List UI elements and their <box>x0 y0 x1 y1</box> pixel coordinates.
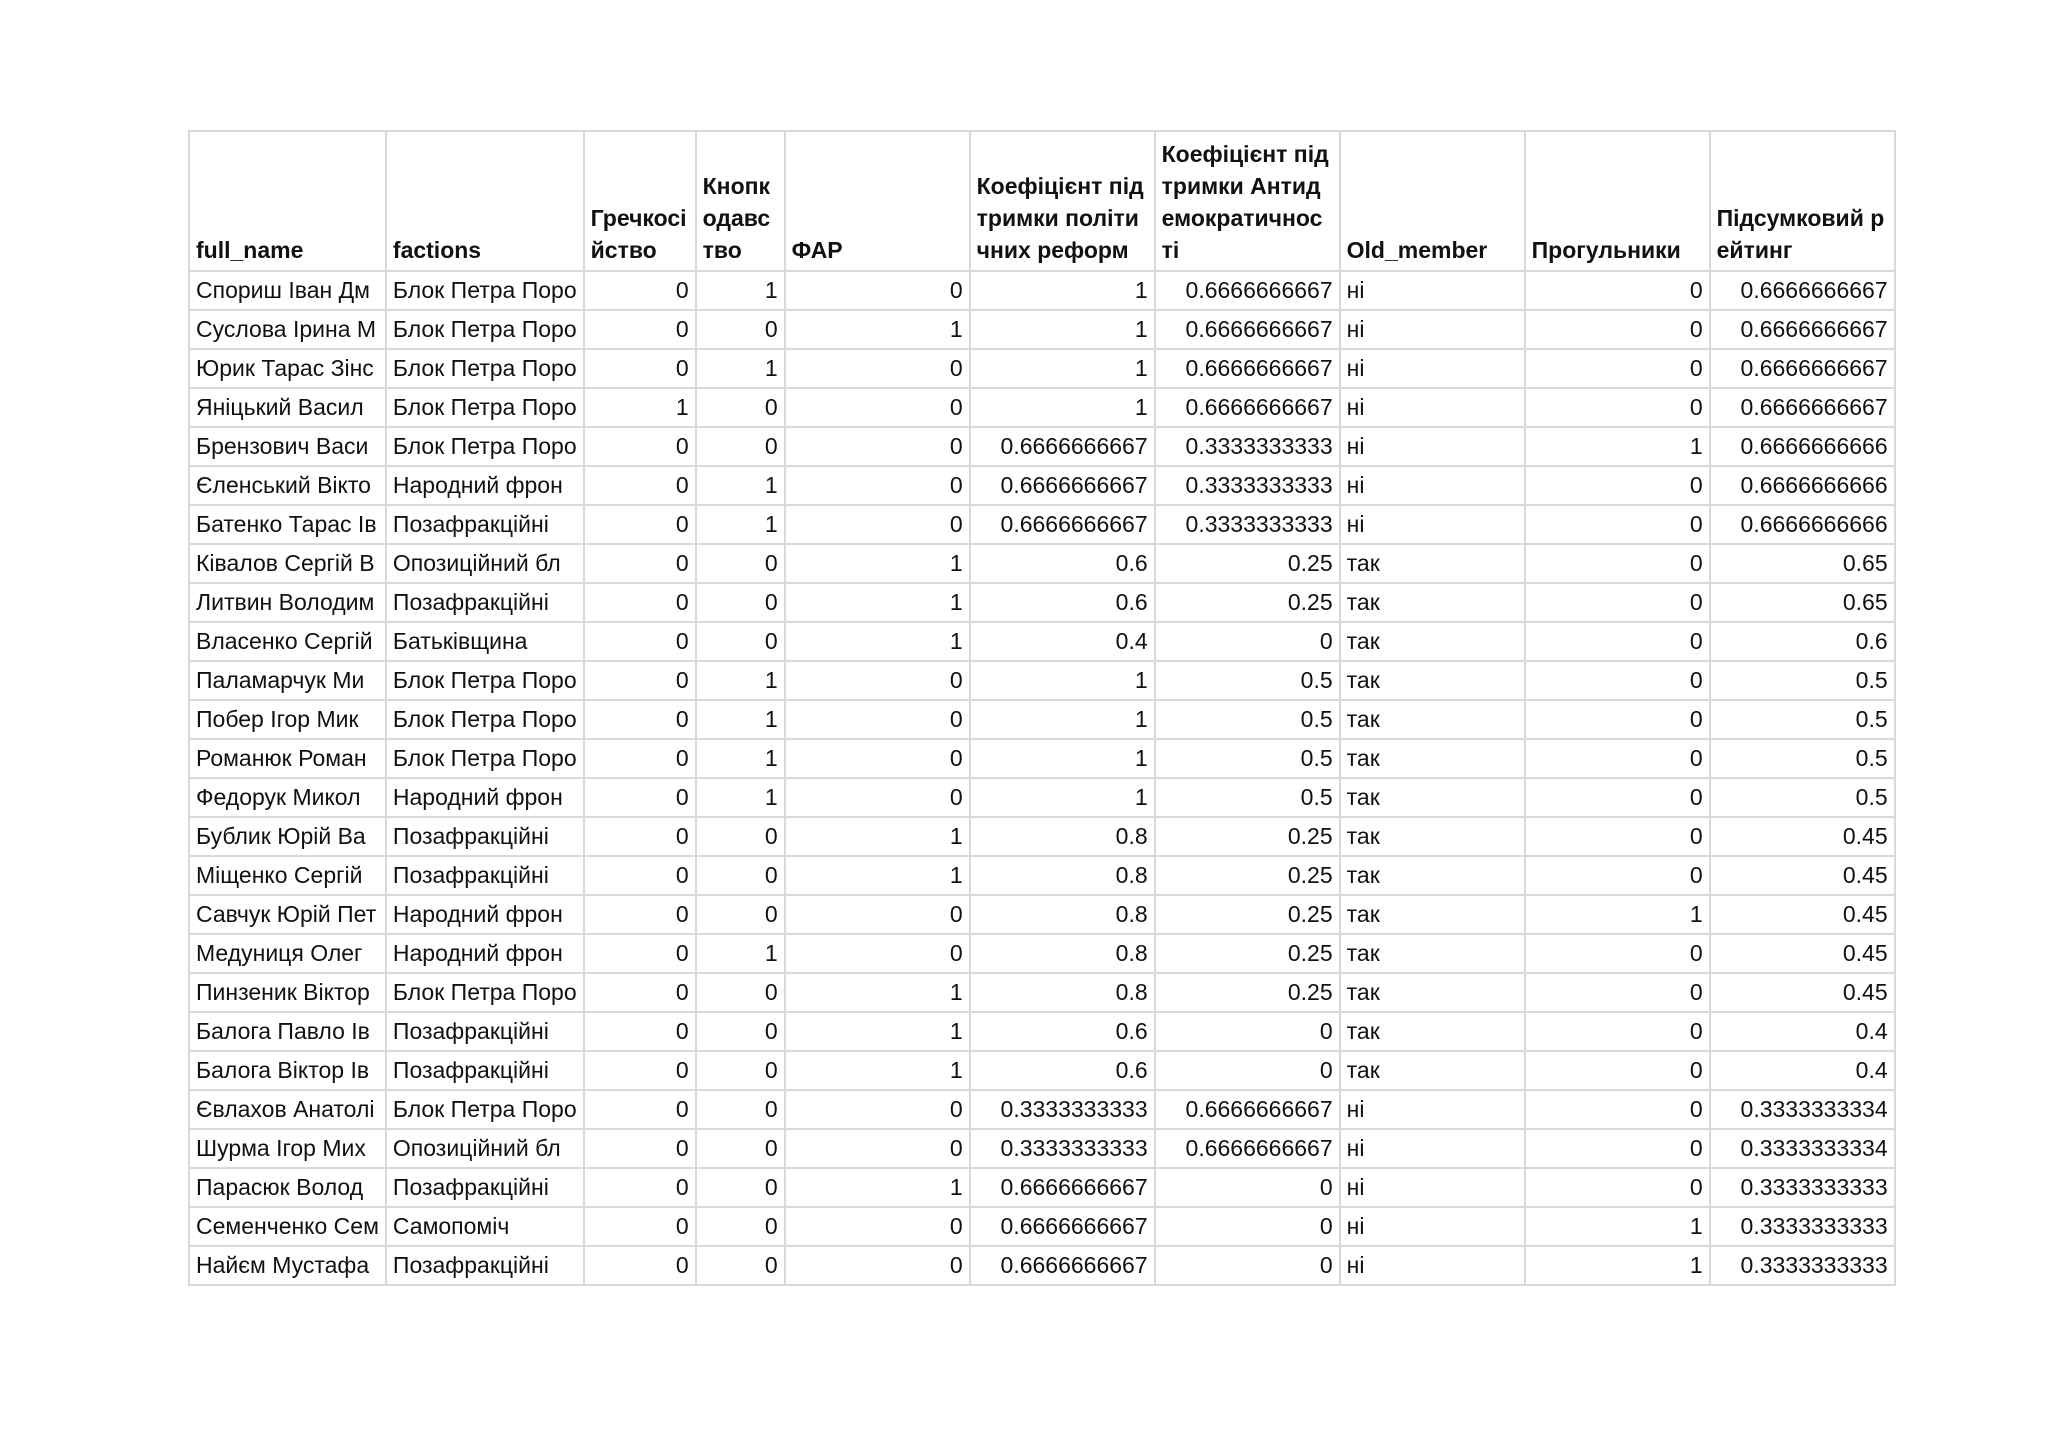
table-cell[interactable]: Опозиційний бл <box>386 544 584 583</box>
table-row <box>189 856 1895 895</box>
table-cell[interactable]: ні <box>1340 1246 1525 1285</box>
table-cell[interactable]: 0 <box>1155 1012 1340 1051</box>
table-cell[interactable]: ні <box>1340 349 1525 388</box>
table-cell[interactable]: 0 <box>785 505 970 544</box>
table-cell[interactable]: 0.5 <box>1710 661 1895 700</box>
table-row <box>189 778 1895 817</box>
table-cell[interactable]: 1 <box>696 466 785 505</box>
table-cell[interactable]: 0.5 <box>1710 700 1895 739</box>
table-cell[interactable]: 0.5 <box>1710 739 1895 778</box>
table-row <box>189 739 1895 778</box>
table-cell[interactable]: 0.6 <box>970 583 1155 622</box>
table-cell[interactable]: 1 <box>970 700 1155 739</box>
table-cell[interactable]: 0 <box>785 934 970 973</box>
table-cell[interactable]: 0 <box>785 466 970 505</box>
table-cell[interactable]: 1 <box>970 271 1155 310</box>
table-cell[interactable]: 0.6666666666 <box>1710 466 1895 505</box>
table-row <box>189 817 1895 856</box>
table-cell[interactable]: так <box>1340 856 1525 895</box>
table-cell[interactable]: так <box>1340 622 1525 661</box>
table-cell[interactable]: Ківалов Сергій В <box>189 544 386 583</box>
table-cell[interactable]: 0 <box>696 1168 785 1207</box>
table-cell[interactable]: 0 <box>584 1207 696 1246</box>
table-cell[interactable]: 1 <box>696 349 785 388</box>
table-row <box>189 310 1895 349</box>
table-row <box>189 427 1895 466</box>
table-cell[interactable]: 1 <box>785 973 970 1012</box>
table-cell[interactable]: Батьківщина <box>386 622 584 661</box>
table-row <box>189 895 1895 934</box>
table-cell[interactable]: 0 <box>696 310 785 349</box>
table-cell[interactable]: 1 <box>785 1168 970 1207</box>
table-cell[interactable]: 0 <box>696 1051 785 1090</box>
table-cell[interactable]: 0.6666666667 <box>970 1207 1155 1246</box>
table-cell[interactable]: Федорук Микол <box>189 778 386 817</box>
table-cell[interactable]: так <box>1340 544 1525 583</box>
table-cell[interactable]: ні <box>1340 388 1525 427</box>
table-cell[interactable]: 0.6666666667 <box>970 427 1155 466</box>
table-cell[interactable]: Романюк Роман <box>189 739 386 778</box>
table-cell[interactable]: Позафракційні <box>386 856 584 895</box>
table-cell[interactable]: 1 <box>785 1051 970 1090</box>
table-cell[interactable]: 0.8 <box>970 856 1155 895</box>
column-header[interactable]: Old_member <box>1340 131 1525 271</box>
table-cell[interactable]: 0.3333333333 <box>970 1090 1155 1129</box>
table-cell[interactable]: так <box>1340 934 1525 973</box>
table-cell[interactable]: Самопоміч <box>386 1207 584 1246</box>
table-row <box>189 1207 1895 1246</box>
table-cell[interactable]: 0 <box>584 544 696 583</box>
table-cell[interactable]: Батенко Тарас Ів <box>189 505 386 544</box>
table-cell[interactable]: Позафракційні <box>386 1051 584 1090</box>
table-cell[interactable]: 0 <box>696 427 785 466</box>
column-header[interactable]: Гречкосійство <box>584 131 696 271</box>
table-cell[interactable]: 1 <box>696 505 785 544</box>
table-cell[interactable]: 0 <box>1525 778 1710 817</box>
table-cell[interactable]: 0.45 <box>1710 895 1895 934</box>
table-cell[interactable]: 0 <box>1525 1090 1710 1129</box>
table-cell[interactable]: 0.25 <box>1155 583 1340 622</box>
header-row <box>189 131 1895 271</box>
table-row <box>189 661 1895 700</box>
table-cell[interactable]: 0 <box>1525 856 1710 895</box>
table-cell[interactable]: Народний фрон <box>386 466 584 505</box>
table-row <box>189 466 1895 505</box>
column-header[interactable]: Коефіцієнт підтримки Антидемократичності <box>1155 131 1340 271</box>
table-cell[interactable]: Балога Павло Ів <box>189 1012 386 1051</box>
table-cell[interactable]: так <box>1340 817 1525 856</box>
table-cell[interactable]: Блок Петра Поро <box>386 1090 584 1129</box>
table-cell[interactable]: 0 <box>696 1090 785 1129</box>
table-row <box>189 349 1895 388</box>
table-row <box>189 1051 1895 1090</box>
table-cell[interactable]: 0.25 <box>1155 973 1340 1012</box>
table-cell[interactable]: 0.3333333333 <box>1710 1246 1895 1285</box>
table-row <box>189 271 1895 310</box>
table-cell[interactable]: 1 <box>1525 1207 1710 1246</box>
table-cell[interactable]: 0 <box>696 544 785 583</box>
table-cell[interactable]: 0.6666666667 <box>1155 310 1340 349</box>
table-cell[interactable]: 0 <box>696 856 785 895</box>
table-cell[interactable]: Блок Петра Поро <box>386 661 584 700</box>
table-cell[interactable]: так <box>1340 739 1525 778</box>
table-cell[interactable]: 1 <box>970 739 1155 778</box>
table-cell[interactable]: 0 <box>584 466 696 505</box>
table-cell[interactable]: 0.25 <box>1155 817 1340 856</box>
table-cell[interactable]: 0.5 <box>1155 700 1340 739</box>
table-cell[interactable]: Медуниця Олег <box>189 934 386 973</box>
table-cell[interactable]: 0 <box>696 622 785 661</box>
table-cell[interactable]: 0 <box>584 349 696 388</box>
column-header[interactable]: Кнопкодавство <box>696 131 785 271</box>
table-cell[interactable]: ні <box>1340 1090 1525 1129</box>
table-cell[interactable]: 0 <box>696 1129 785 1168</box>
table-cell[interactable]: Блок Петра Поро <box>386 271 584 310</box>
table-row <box>189 700 1895 739</box>
table-cell[interactable]: 0 <box>1525 934 1710 973</box>
table-row <box>189 973 1895 1012</box>
table-cell[interactable]: 0.6666666667 <box>970 1168 1155 1207</box>
table-cell[interactable]: 0 <box>1525 310 1710 349</box>
table-cell[interactable]: 0 <box>584 895 696 934</box>
table-cell[interactable]: 1 <box>696 934 785 973</box>
table-cell[interactable]: 0 <box>1155 1051 1340 1090</box>
table-cell[interactable]: 0 <box>584 1051 696 1090</box>
table-cell[interactable]: 0.4 <box>970 622 1155 661</box>
table-cell[interactable]: ні <box>1340 1207 1525 1246</box>
table-cell[interactable]: ні <box>1340 271 1525 310</box>
table-cell[interactable]: 1 <box>785 856 970 895</box>
table-cell[interactable]: 1 <box>970 778 1155 817</box>
table-row <box>189 934 1895 973</box>
table-cell[interactable]: 1 <box>970 310 1155 349</box>
table-cell[interactable]: 0 <box>696 817 785 856</box>
table-row <box>189 544 1895 583</box>
table-cell[interactable]: 0.3333333333 <box>1155 466 1340 505</box>
column-header[interactable]: Прогульники <box>1525 131 1710 271</box>
table-cell[interactable]: ні <box>1340 310 1525 349</box>
table-cell[interactable]: Спориш Іван Дм <box>189 271 386 310</box>
table-row <box>189 1012 1895 1051</box>
table-cell[interactable]: Балога Віктор Ів <box>189 1051 386 1090</box>
table-cell[interactable]: Євлахов Анатолі <box>189 1090 386 1129</box>
table-cell[interactable]: 0.6666666667 <box>1710 349 1895 388</box>
table-cell[interactable]: 0.45 <box>1710 856 1895 895</box>
table-cell[interactable]: 0 <box>696 583 785 622</box>
table-cell[interactable]: 0.6666666667 <box>1155 1129 1340 1168</box>
table-cell[interactable]: 0 <box>1525 466 1710 505</box>
table-cell[interactable]: Позафракційні <box>386 505 584 544</box>
table-cell[interactable]: 1 <box>584 388 696 427</box>
table-cell[interactable]: 0 <box>584 739 696 778</box>
table-cell[interactable]: 0.25 <box>1155 544 1340 583</box>
table-cell[interactable]: 0.65 <box>1710 544 1895 583</box>
table-cell[interactable]: 0 <box>1525 271 1710 310</box>
table-cell[interactable]: 0.3333333333 <box>970 1129 1155 1168</box>
table-cell[interactable]: 0 <box>785 778 970 817</box>
table-cell[interactable]: Народний фрон <box>386 895 584 934</box>
table-cell[interactable]: 0.3333333334 <box>1710 1090 1895 1129</box>
table-cell[interactable]: 0.6666666667 <box>970 505 1155 544</box>
table-cell[interactable]: 0.8 <box>970 934 1155 973</box>
table-cell[interactable]: так <box>1340 895 1525 934</box>
table-cell[interactable]: Позафракційні <box>386 583 584 622</box>
table-cell[interactable]: 0 <box>1525 1051 1710 1090</box>
table-cell[interactable]: 0.6 <box>970 1051 1155 1090</box>
table-cell[interactable]: 0 <box>785 1090 970 1129</box>
table-cell[interactable]: 0 <box>1525 583 1710 622</box>
table-cell[interactable]: 0.3333333333 <box>1710 1168 1895 1207</box>
table-cell[interactable]: 0.6666666667 <box>1155 1090 1340 1129</box>
table-cell[interactable]: 0.25 <box>1155 934 1340 973</box>
table-cell[interactable]: Позафракційні <box>386 1246 584 1285</box>
table-cell[interactable]: так <box>1340 1012 1525 1051</box>
table-cell[interactable]: 0.6666666666 <box>1710 505 1895 544</box>
table-cell[interactable]: 0.3333333334 <box>1710 1129 1895 1168</box>
table-cell[interactable]: 0 <box>785 427 970 466</box>
table-cell[interactable]: 0.5 <box>1155 661 1340 700</box>
table-cell[interactable]: 0 <box>1525 739 1710 778</box>
table-cell[interactable]: 0 <box>584 271 696 310</box>
column-header[interactable]: ФАР <box>785 131 970 271</box>
table-row <box>189 583 1895 622</box>
table-cell[interactable]: 1 <box>785 1012 970 1051</box>
table-row <box>189 388 1895 427</box>
table-cell[interactable]: Пинзеник Віктор <box>189 973 386 1012</box>
table-cell[interactable]: ні <box>1340 427 1525 466</box>
table-cell[interactable]: 0 <box>584 700 696 739</box>
table-cell[interactable]: 0.6 <box>970 544 1155 583</box>
table-cell[interactable]: 0 <box>1525 661 1710 700</box>
table-cell[interactable]: 0 <box>584 427 696 466</box>
table-cell[interactable]: 0 <box>1525 973 1710 1012</box>
table-cell[interactable]: 1 <box>1525 895 1710 934</box>
table-cell[interactable]: 0.8 <box>970 895 1155 934</box>
table-cell[interactable]: 0 <box>584 1168 696 1207</box>
table-cell[interactable]: 0.45 <box>1710 817 1895 856</box>
table-cell[interactable]: Парасюк Волод <box>189 1168 386 1207</box>
table-cell[interactable]: так <box>1340 700 1525 739</box>
table-cell[interactable]: 0 <box>696 1207 785 1246</box>
table-row <box>189 505 1895 544</box>
table-cell[interactable]: ні <box>1340 1129 1525 1168</box>
table-cell[interactable]: 0 <box>1525 505 1710 544</box>
column-header[interactable]: factions <box>386 131 584 271</box>
table-cell[interactable]: 0 <box>1525 700 1710 739</box>
table-cell[interactable]: 0.4 <box>1710 1051 1895 1090</box>
table-cell[interactable]: 0.5 <box>1155 739 1340 778</box>
table-cell[interactable]: 0 <box>785 271 970 310</box>
table-cell[interactable]: 1 <box>696 739 785 778</box>
table-cell[interactable]: 0.45 <box>1710 973 1895 1012</box>
table-cell[interactable]: 0.4 <box>1710 1012 1895 1051</box>
column-header[interactable]: Коефіцієнт підтримки політичних реформ <box>970 131 1155 271</box>
column-header[interactable]: full_name <box>189 131 386 271</box>
table-cell[interactable]: 0 <box>584 661 696 700</box>
table-cell[interactable]: 0 <box>1525 1012 1710 1051</box>
table-cell[interactable]: 1 <box>970 388 1155 427</box>
table-cell[interactable]: 0.6666666667 <box>1710 271 1895 310</box>
table-cell[interactable]: 0 <box>1525 622 1710 661</box>
table-cell[interactable]: 0 <box>584 817 696 856</box>
table-cell[interactable]: 0 <box>696 1012 785 1051</box>
table-cell[interactable]: Блок Петра Поро <box>386 349 584 388</box>
table-cell[interactable]: 1 <box>1525 427 1710 466</box>
table-cell[interactable]: Найєм Мустафа <box>189 1246 386 1285</box>
table-cell[interactable]: 0.3333333333 <box>1155 505 1340 544</box>
table-cell[interactable]: 0 <box>696 973 785 1012</box>
table-cell[interactable]: 0 <box>785 388 970 427</box>
table-cell[interactable]: Опозиційний бл <box>386 1129 584 1168</box>
table-cell[interactable]: Семенченко Сем <box>189 1207 386 1246</box>
table-cell[interactable]: 0 <box>1525 817 1710 856</box>
table-cell[interactable]: Побер Ігор Мик <box>189 700 386 739</box>
table-cell[interactable]: 0.25 <box>1155 895 1340 934</box>
table-cell[interactable]: 0.6666666667 <box>970 466 1155 505</box>
table-cell[interactable]: Народний фрон <box>386 778 584 817</box>
table-cell[interactable]: Шурма Ігор Мих <box>189 1129 386 1168</box>
table-cell[interactable]: ні <box>1340 505 1525 544</box>
table-cell[interactable]: так <box>1340 583 1525 622</box>
table-cell[interactable]: Литвин Володим <box>189 583 386 622</box>
table-cell[interactable]: Єленський Вікто <box>189 466 386 505</box>
table-cell[interactable]: 0.3333333333 <box>1155 427 1340 466</box>
table-cell[interactable]: так <box>1340 778 1525 817</box>
table-cell[interactable]: 0 <box>584 1246 696 1285</box>
table-cell[interactable]: 0.6666666667 <box>1710 388 1895 427</box>
table-cell[interactable]: 0.6666666667 <box>1710 310 1895 349</box>
table-cell[interactable]: Бублик Юрій Ва <box>189 817 386 856</box>
table-cell[interactable]: 1 <box>1525 1246 1710 1285</box>
column-header[interactable]: Підсумковий рейтинг <box>1710 131 1895 271</box>
table-cell[interactable]: 0 <box>785 661 970 700</box>
table-cell[interactable]: Позафракційні <box>386 1168 584 1207</box>
table-cell[interactable]: 0.8 <box>970 973 1155 1012</box>
table-cell[interactable]: 0.6666666667 <box>1155 388 1340 427</box>
table-cell[interactable]: 0 <box>1155 622 1340 661</box>
table-cell[interactable]: 0 <box>584 934 696 973</box>
table-cell[interactable]: 1 <box>785 622 970 661</box>
table-cell[interactable]: 0.5 <box>1155 778 1340 817</box>
table-cell[interactable]: 0 <box>584 1129 696 1168</box>
table-cell[interactable]: 0 <box>785 1207 970 1246</box>
table-cell[interactable]: Савчук Юрій Пет <box>189 895 386 934</box>
table-cell[interactable]: 0.6666666667 <box>970 1246 1155 1285</box>
table-cell[interactable]: 1 <box>696 778 785 817</box>
table-cell[interactable]: Брензович Васи <box>189 427 386 466</box>
table-cell[interactable]: 0 <box>696 388 785 427</box>
table-cell[interactable]: 0 <box>1525 544 1710 583</box>
table-cell[interactable]: Блок Петра Поро <box>386 388 584 427</box>
table-row <box>189 1129 1895 1168</box>
table-cell[interactable]: Блок Петра Поро <box>386 427 584 466</box>
table-cell[interactable]: 0 <box>1525 349 1710 388</box>
table-cell[interactable]: 0 <box>1155 1246 1340 1285</box>
table-cell[interactable]: 1 <box>970 349 1155 388</box>
table-cell[interactable]: Блок Петра Поро <box>386 310 584 349</box>
table-cell[interactable]: Позафракційні <box>386 817 584 856</box>
table-cell[interactable]: 0.6 <box>1710 622 1895 661</box>
spreadsheet-table <box>188 130 1896 1286</box>
table-cell[interactable]: 0 <box>785 349 970 388</box>
table-cell[interactable]: 0 <box>785 700 970 739</box>
table-cell[interactable]: Позафракційні <box>386 1012 584 1051</box>
table-cell[interactable]: 1 <box>785 544 970 583</box>
table-row <box>189 1246 1895 1285</box>
table-cell[interactable]: 0.25 <box>1155 856 1340 895</box>
table-cell[interactable]: 0 <box>584 778 696 817</box>
table-cell[interactable]: 1 <box>785 817 970 856</box>
table-cell[interactable]: 1 <box>696 661 785 700</box>
table-cell[interactable]: Блок Петра Поро <box>386 973 584 1012</box>
table-cell[interactable]: ні <box>1340 466 1525 505</box>
table-cell[interactable]: 0 <box>584 856 696 895</box>
table-cell[interactable]: 0.6666666667 <box>1155 271 1340 310</box>
table-cell[interactable]: 0.6666666667 <box>1155 349 1340 388</box>
table-cell[interactable]: 0 <box>785 895 970 934</box>
table-cell[interactable]: 0.3333333333 <box>1710 1207 1895 1246</box>
table-cell[interactable]: 0 <box>696 895 785 934</box>
table-cell[interactable]: 0 <box>584 973 696 1012</box>
table-cell[interactable]: 1 <box>785 583 970 622</box>
table-cell[interactable]: 0 <box>584 310 696 349</box>
table-body <box>189 271 1895 1285</box>
table-cell[interactable]: 1 <box>696 271 785 310</box>
table-cell[interactable]: Юрик Тарас Зінс <box>189 349 386 388</box>
table-cell[interactable]: 0 <box>1155 1168 1340 1207</box>
table-cell[interactable]: 0.45 <box>1710 934 1895 973</box>
table-cell[interactable]: 0 <box>1525 1168 1710 1207</box>
table-cell[interactable]: 0 <box>1155 1207 1340 1246</box>
table-cell[interactable]: Яніцький Васил <box>189 388 386 427</box>
table-cell[interactable]: 1 <box>785 310 970 349</box>
table-cell[interactable]: 0 <box>584 622 696 661</box>
table-cell[interactable]: Паламарчук Ми <box>189 661 386 700</box>
table-cell[interactable]: 0.5 <box>1710 778 1895 817</box>
table-cell[interactable]: 0.6666666666 <box>1710 427 1895 466</box>
table-cell[interactable]: 0 <box>785 1129 970 1168</box>
table-cell[interactable]: 1 <box>970 661 1155 700</box>
table-cell[interactable]: Власенко Сергій <box>189 622 386 661</box>
table-cell[interactable]: Суслова Ірина М <box>189 310 386 349</box>
table-row <box>189 622 1895 661</box>
table-cell[interactable]: 0 <box>584 1012 696 1051</box>
table-cell[interactable]: 0 <box>785 1246 970 1285</box>
table-cell[interactable]: 0.8 <box>970 817 1155 856</box>
table-cell[interactable]: 0 <box>1525 388 1710 427</box>
table-cell[interactable]: 0.6 <box>970 1012 1155 1051</box>
table-cell[interactable]: 0.65 <box>1710 583 1895 622</box>
table-cell[interactable]: 0 <box>584 583 696 622</box>
table-cell[interactable]: так <box>1340 973 1525 1012</box>
table-cell[interactable]: 1 <box>696 700 785 739</box>
table-cell[interactable]: Блок Петра Поро <box>386 739 584 778</box>
table-cell[interactable]: ні <box>1340 1168 1525 1207</box>
table-row <box>189 1168 1895 1207</box>
table-cell[interactable]: 0 <box>584 1090 696 1129</box>
table-row <box>189 1090 1895 1129</box>
table-cell[interactable]: 0 <box>584 505 696 544</box>
table-cell[interactable]: так <box>1340 1051 1525 1090</box>
table-cell[interactable]: 0 <box>1525 1129 1710 1168</box>
table-cell[interactable]: Міщенко Сергій <box>189 856 386 895</box>
table-cell[interactable]: Народний фрон <box>386 934 584 973</box>
table-cell[interactable]: Блок Петра Поро <box>386 700 584 739</box>
table-cell[interactable]: 0 <box>696 1246 785 1285</box>
table-cell[interactable]: 0 <box>785 739 970 778</box>
table-cell[interactable]: так <box>1340 661 1525 700</box>
